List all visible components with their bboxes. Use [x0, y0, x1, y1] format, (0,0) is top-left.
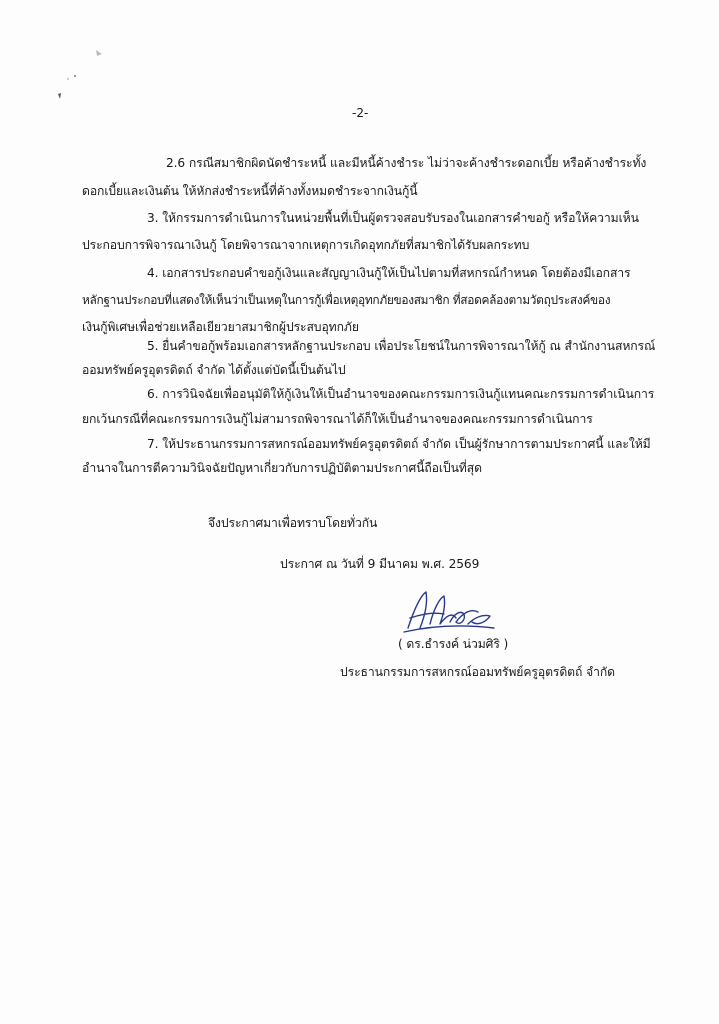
- paragraph-3-line-1: 3. ให้กรรมการดำเนินการในหน่วยพื้นที่เป็นผู้ตรวจสอบรับรองในเอกสารคำขอกู้ หรือให้ความเห็น: [147, 211, 639, 225]
- paragraph-5-line-2: ออมทรัพย์ครูอุตรดิตถ์ จำกัด ได้ตั้งแต่บัดนี้เป็นต้นไป: [82, 363, 346, 377]
- closing-statement: จึงประกาศมาเพื่อทราบโดยทั่วกัน: [208, 516, 378, 530]
- paragraph-4-line-1: 4. เอกสารประกอบคำขอกู้เงินและสัญญาเงินกู้ให้เป็นไปตามที่สหกรณ์กำหนด โดยต้องมีเอกสาร: [147, 266, 631, 280]
- paragraph-6-line-1: 6. การวินิจฉัยเพื่ออนุมัติให้กู้เงินให้เป็นอำนาจของคณะกรรมการเงินกู้แทนคณะกรรมการดำเนินการ: [147, 387, 655, 401]
- signatory-name: ( ดร.ธำรงค์ น่วมศิริ ): [398, 637, 509, 651]
- page-number: -2-: [352, 106, 369, 120]
- paragraph-4-line-3: เงินกู้พิเศษเพื่อช่วยเหลือเยียวยาสมาชิกผู้ประสบอุทกภัย: [82, 320, 359, 334]
- paragraph-2-6-line-2: ดอกเบี้ยและเงินต้น ให้หักส่งชำระหนี้ที่ค้างทั้งหมดชำระจากเงินกู้นี้: [82, 184, 418, 198]
- paragraph-6-line-2: ยกเว้นกรณีที่คณะกรรมการเงินกู้ไม่สามารถพิจารณาได้ก็ให้เป็นอำนาจของคณะกรรมการดำเนินการ: [82, 412, 593, 426]
- paragraph-7-line-1: 7. ให้ประธานกรรมการสหกรณ์ออมทรัพย์ครูอุตรดิตถ์ จำกัด เป็นผู้รักษาการตามประกาศนี้ และให้มี: [147, 437, 651, 451]
- paragraph-2-6-line-1: 2.6 กรณีสมาชิกผิดนัดชำระหนี้ และมีหนี้ค้างชำระ ไม่ว่าจะค้างชำระดอกเบี้ย หรือค้างชำระทั้ง: [166, 156, 647, 170]
- handwritten-signature: [400, 588, 500, 638]
- paragraph-7-line-2: อำนาจในการตีความวินิจฉัยปัญหาเกี่ยวกับการปฏิบัติตามประกาศนี้ถือเป็นที่สุด: [82, 461, 482, 475]
- scan-specks: [0, 0, 120, 110]
- paragraph-3-line-2: ประกอบการพิจารณาเงินกู้ โดยพิจารณาจากเหตุการเกิดอุทกภัยที่สมาชิกได้รับผลกระทบ: [82, 238, 530, 252]
- announcement-date: ประกาศ ณ วันที่ 9 มีนาคม พ.ศ. 2569: [280, 557, 480, 571]
- signatory-title: ประธานกรรมการสหกรณ์ออมทรัพย์ครูอุตรดิตถ์ จำกัด: [340, 665, 615, 679]
- paragraph-4-line-2: หลักฐานประกอบที่แสดงให้เห็นว่าเป็นเหตุในการกู้เพื่อเหตุอุทกภัยของสมาชิก ที่สอดคล้องตามวัตถุประสงค์ของ: [82, 293, 611, 307]
- paragraph-5-line-1: 5. ยื่นคำขอกู้พร้อมเอกสารหลักฐานประกอบ เพื่อประโยชน์ในการพิจารณาให้กู้ ณ สำนักงานสหกรณ์: [147, 339, 656, 353]
